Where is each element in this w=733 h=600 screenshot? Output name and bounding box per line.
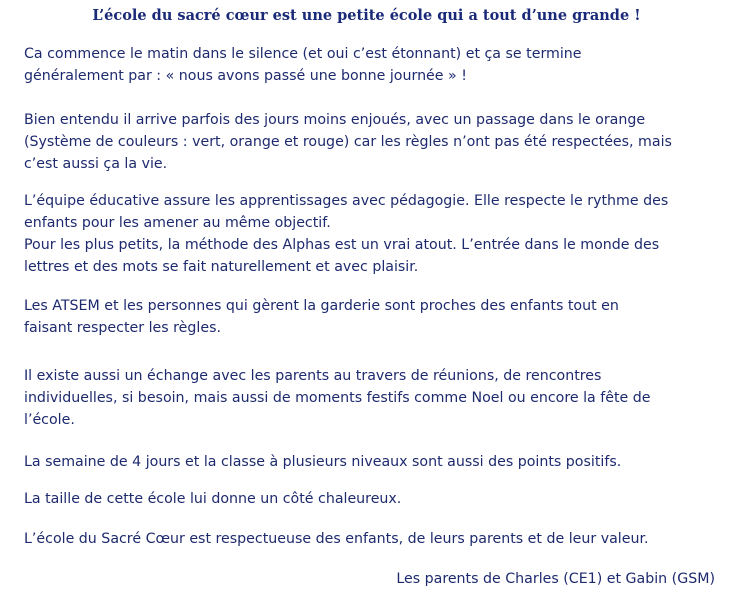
paragraph-atsem xyxy=(24,295,724,339)
paragraph-line: Bien entendu il arrive parfois des jours moins enjoués, avec un passage dans le orange xyxy=(24,112,646,128)
paragraph-line: généralement par : « nous avons passé une bonne journée » ! xyxy=(24,68,467,84)
paragraph-line: Les ATSEM et les personnes qui gèrent la garderie sont proches des enfants tout en xyxy=(24,298,619,314)
paragraph-size xyxy=(24,488,724,510)
paragraph-line: (Système de couleurs : vert, orange et rouge) car les règles n’ont pas été respectées, mais xyxy=(24,134,672,150)
paragraph-teaching xyxy=(24,190,724,278)
paragraph-line: c’est aussi ça la vie. xyxy=(24,156,168,172)
paragraph-opening xyxy=(24,43,724,87)
signature: Les parents de Charles (CE1) et Gabin (GSM) xyxy=(396,571,715,587)
paragraph-respect xyxy=(24,528,724,550)
paragraph-line: individuelles, si besoin, mais aussi de moments festifs comme Noel ou encore la fête de xyxy=(24,390,651,406)
paragraph-line: La taille de cette école lui donne un côté chaleureux. xyxy=(24,491,402,507)
paragraph-line: Il existe aussi un échange avec les parents au travers de réunions, de rencontres xyxy=(24,368,602,384)
paragraph-line: La semaine de 4 jours et la classe à plusieurs niveaux sont aussi des points positifs. xyxy=(24,454,622,470)
paragraph-line: Ca commence le matin dans le silence (et oui c’est étonnant) et ça se termine xyxy=(24,46,582,62)
paragraph-color-system xyxy=(24,109,724,175)
paragraph-line: l’école. xyxy=(24,412,75,428)
paragraph-line: Pour les plus petits, la méthode des Alphas est un vrai atout. L’entrée dans le monde des xyxy=(24,237,660,253)
paragraph-line: lettres et des mots se fait naturellement et avec plaisir. xyxy=(24,259,419,275)
paragraph-line: enfants pour les amener au même objectif. xyxy=(24,215,331,231)
paragraph-exchange xyxy=(24,365,724,431)
paragraph-week xyxy=(24,451,724,473)
paragraph-line: faisant respecter les règles. xyxy=(24,320,221,336)
paragraph-line: L’école du Sacré Cœur est respectueuse des enfants, de leurs parents et de leur valeur. xyxy=(24,531,649,547)
paragraph-line: L’équipe éducative assure les apprentissages avec pédagogie. Elle respecte le rythme des xyxy=(24,193,669,209)
letter-title: L’école du sacré cœur est une petite école qui a tout d’une grande ! xyxy=(92,7,641,24)
